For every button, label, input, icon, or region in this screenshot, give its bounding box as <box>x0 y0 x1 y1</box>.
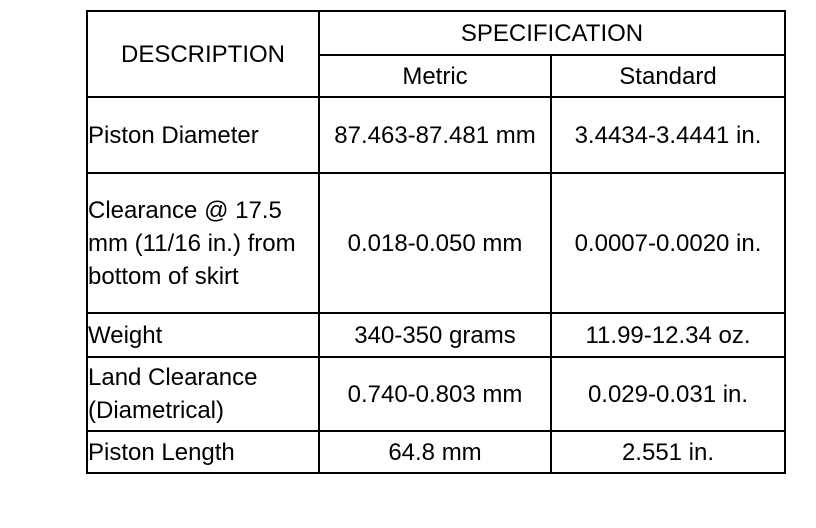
row-description: Piston Length <box>87 431 319 473</box>
row-metric-value: 64.8 mm <box>319 431 551 473</box>
table-row <box>87 313 785 357</box>
header-description: DESCRIPTION <box>87 11 319 97</box>
table-row <box>87 357 785 431</box>
row-description: Land Clearance (Diametrical) <box>87 357 319 431</box>
row-description: Weight <box>87 313 319 357</box>
header-row <box>87 11 785 55</box>
row-metric-value: 0.018-0.050 mm <box>319 173 551 313</box>
piston-specification-table <box>86 10 786 474</box>
row-standard-value: 0.029-0.031 in. <box>551 357 785 431</box>
header-metric: Metric <box>319 55 551 97</box>
row-description: Piston Diameter <box>87 97 319 173</box>
row-metric-value: 340-350 grams <box>319 313 551 357</box>
header-specification: SPECIFICATION <box>319 11 785 55</box>
row-standard-value: 3.4434-3.4441 in. <box>551 97 785 173</box>
row-standard-value: 0.0007-0.0020 in. <box>551 173 785 313</box>
row-metric-value: 87.463-87.481 mm <box>319 97 551 173</box>
header-standard: Standard <box>551 55 785 97</box>
row-standard-value: 2.551 in. <box>551 431 785 473</box>
table-row <box>87 173 785 313</box>
row-metric-value: 0.740-0.803 mm <box>319 357 551 431</box>
table-row <box>87 97 785 173</box>
row-description: Clearance @ 17.5 mm (11/16 in.) from bottom of skirt <box>87 173 319 313</box>
table-row <box>87 431 785 473</box>
row-standard-value: 11.99-12.34 oz. <box>551 313 785 357</box>
